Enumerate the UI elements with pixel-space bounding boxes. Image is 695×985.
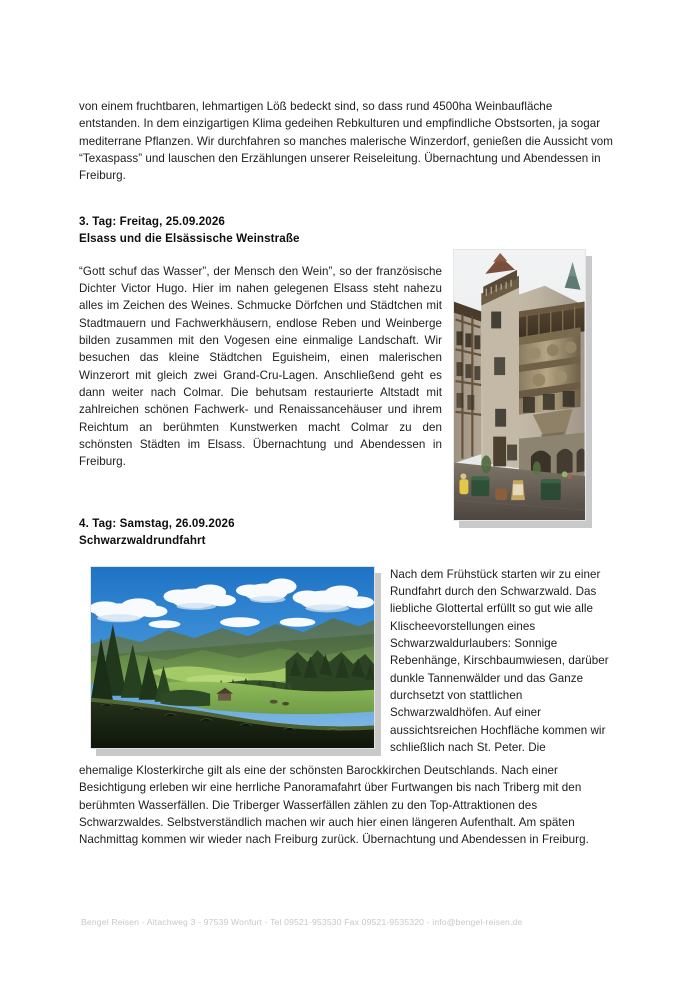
day3-title-line: Elsass und die Elsässische Weinstraße <box>79 231 300 245</box>
intro-paragraph: von einem fruchtbaren, lehmartigen Löß bedeckt sind, so dass rund 4500ha Weinbaufläche entstanden. In dem einzigartigen Klima gedeihen Rebkulturen und empfindliche Obstsorten, ja sogar mediterrane Pflanzen. Wir durchfahren so manches malerische Winzerdorf, genießen die Aussicht vom “Texaspass” und lauschen den Erzählungen unserer Reiseleitung. Übernachtung und Abendessen in Freiburg. <box>79 100 614 183</box>
day3-text-column <box>79 263 442 471</box>
page-content <box>79 98 615 849</box>
day4-text-column-beside-photo <box>390 566 615 756</box>
day3-paragraph: “Gott schuf das Wasser”, der Mensch den Wein”, so der französische Dichter Victor Hugo. Hier im nahen gelegenen Elsass steht nahezu alles im Zeichen des Weines. Schmucke Dörfchen und Städtchen mit Stadtmauern und Fachwerkhäusern, endlose Reben und Weinberge bilden zusammen mit den Vogesen eine einmalige Landschaft. Wir besuchen das kleine Städtchen Eguisheim, einen malerischen Winzerort mit gleich zwei Grand-Cru-Lagen. Anschließend geht es dann weiter nach Colmar. Die behutsam restaurierte Altstadt mit zahlreichen schönen Fachwerk- und Renaissancehäuser und ihrem Reichtum an berühmten Kunstwerken macht Colmar zu den schönsten Städten im Elsass. Übernachtung und Abendessen in Freiburg. <box>79 264 442 469</box>
landscape-photo-artwork <box>91 567 374 748</box>
day4-title-line: Schwarzwaldrundfahrt <box>79 533 206 547</box>
day4-paragraph-side: Nach dem Frühstück starten wir zu einer Rundfahrt durch den Schwarzwald. Das liebliche Glottertal erfüllt so gut wie alle Klischeevorstellungen eines Schwarzwaldurlaubers: Sonnige Rebenhänge, Kirschbaumwiesen, darüber dunkle Tannenwälder und das Ganze durchsetzt von stattlichen Schwarzwaldhöfen. Auf einer aussichtsreichen Hochfläche kommen wir schließlich nach St. Peter. Die <box>390 567 609 754</box>
day4-heading-block <box>79 516 615 548</box>
day3-heading-block <box>79 214 615 246</box>
day4-section <box>79 566 615 849</box>
day4-paragraph-rest: ehemalige Klosterkirche gilt als eine der schönsten Barockkirchen Deutschlands. Nach einer Besichtigung erleben wir eine herrliche Panoramafahrt über Furtwangen bis nach Triberg mit den berühmten Wasserfällen. Die Triberger Wasserfällen zählen zu den Top-Attraktionen des Schwarzwaldes. Selbstverständlich machen wir auch hier einen längeren Aufenthalt. Am späten Nachmittag kommen wir wieder nach Freiburg zurück. Übernachtung und Abendessen in Freiburg. <box>79 764 589 847</box>
house-photo-artwork <box>454 250 585 520</box>
day3-section <box>79 263 615 471</box>
day3-date-line: 3. Tag: Freitag, 25.09.2026 <box>79 215 225 229</box>
black-forest-landscape-photo <box>90 566 375 749</box>
half-timbered-house-colmar-photo <box>453 249 586 521</box>
day4-date-line: 4. Tag: Samstag, 26.09.2026 <box>79 517 235 531</box>
page-footer: Bengel Reisen - Altachweg 3 - 97539 Wonfurt - Tel 09521-953530 Fax 09521-9535320 - info@bengel-reisen.de <box>81 917 523 927</box>
